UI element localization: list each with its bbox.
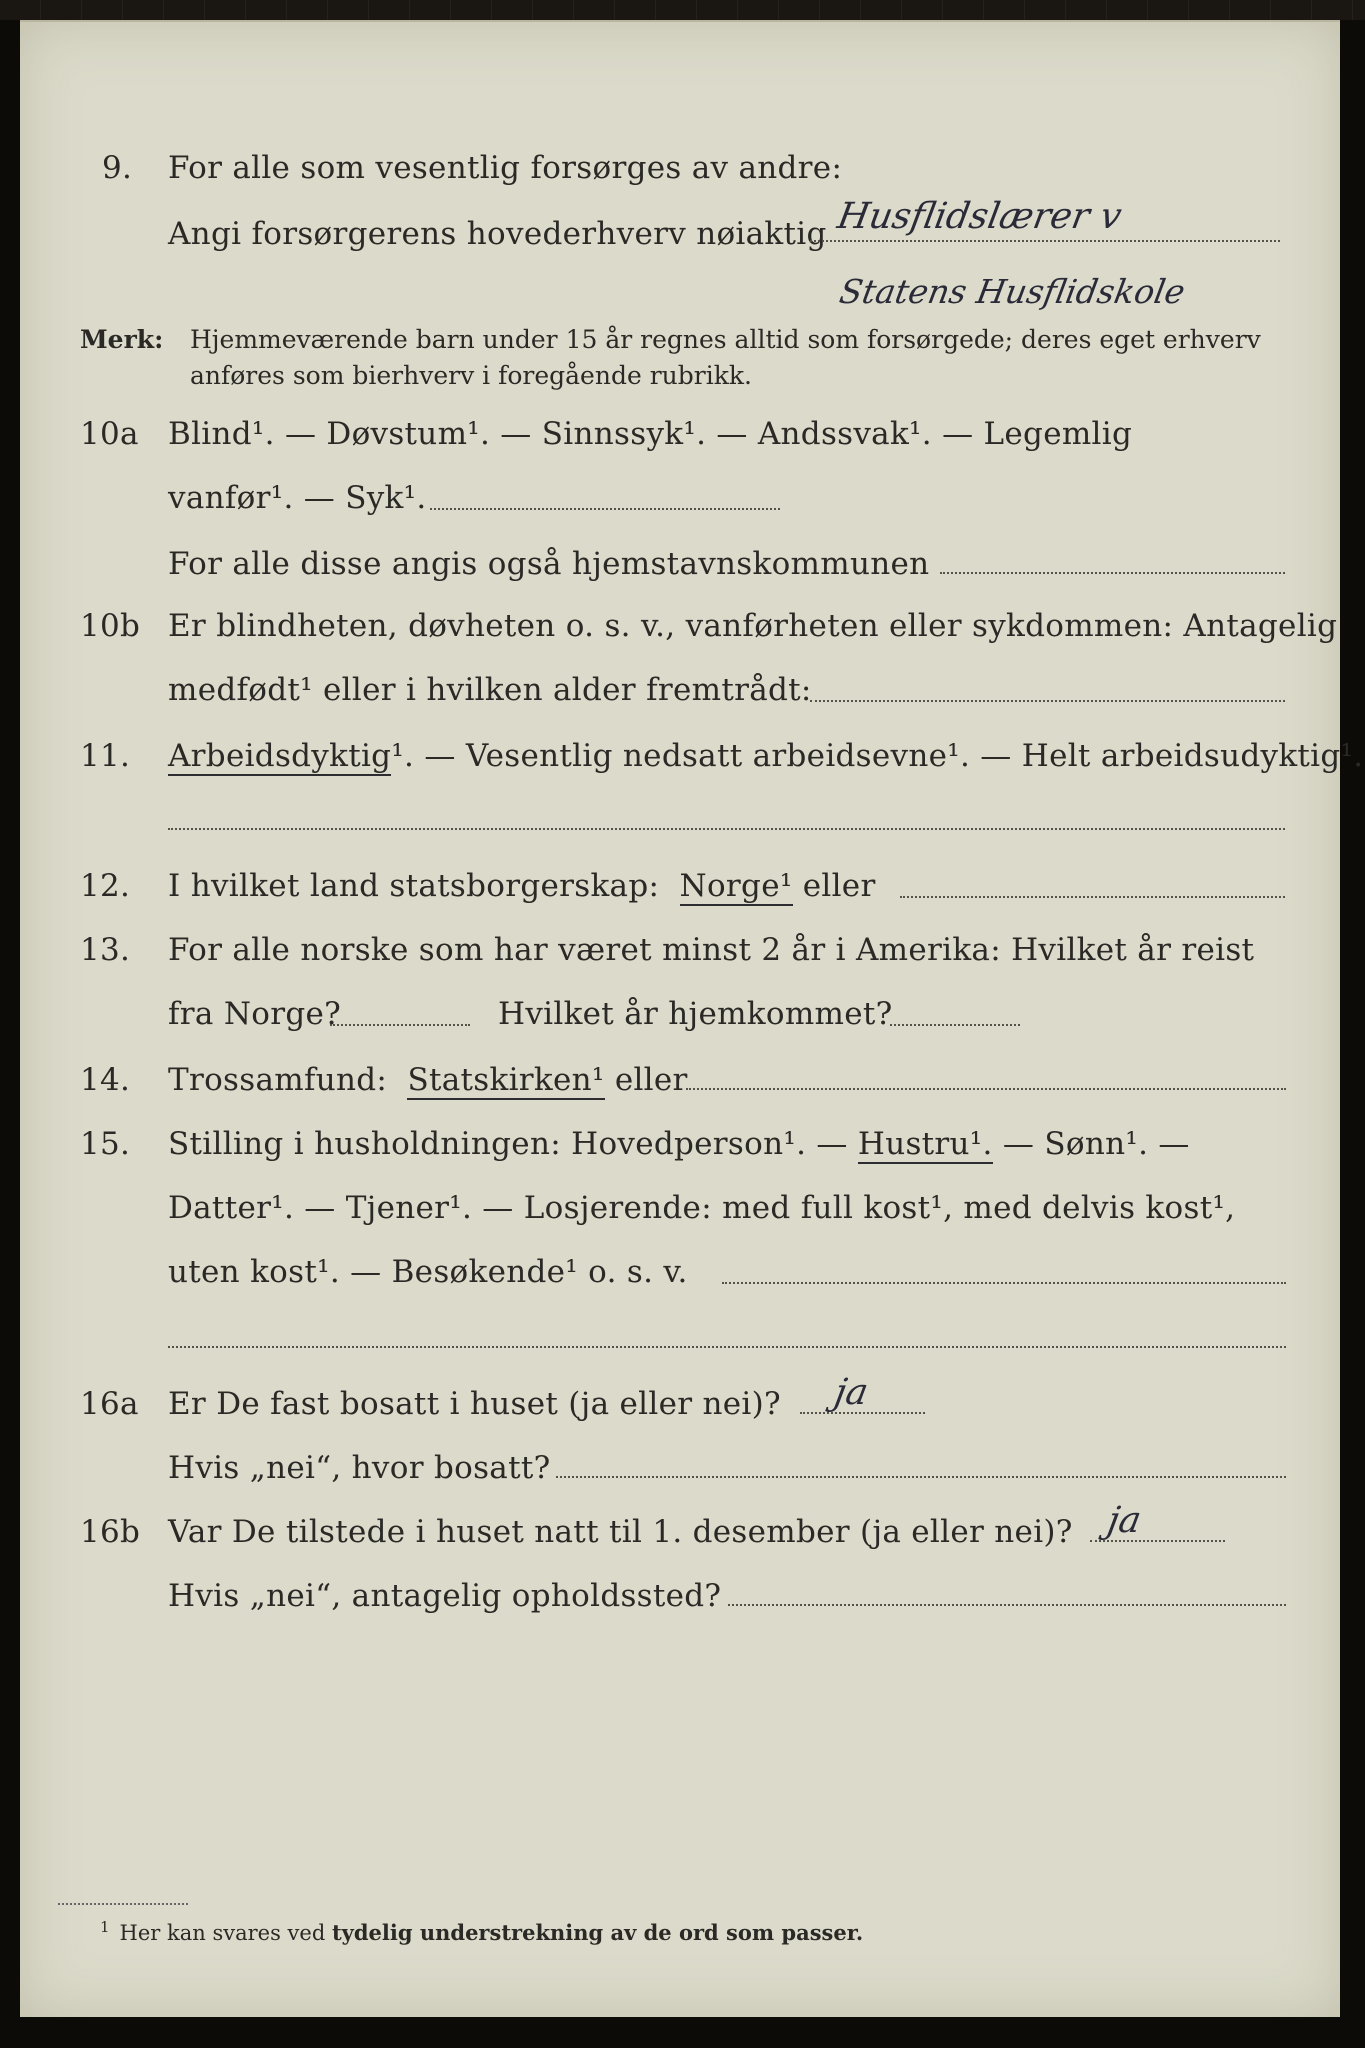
q10b-line-1: Er blindheten, døvheten o. s. v., vanførheten eller sykdommen: Antagelig <box>168 608 1338 644</box>
q10a-answer-line-2 <box>940 572 1285 574</box>
q16a-line-2: Hvis „nei“, hvor bosatt? <box>168 1450 551 1486</box>
q9-answer-1: Husflidslærer v <box>834 196 1125 237</box>
q11-answer-line <box>168 828 1285 830</box>
q13-answer-line-1 <box>330 1024 470 1026</box>
scan-edge <box>0 0 1365 20</box>
q12-post: eller <box>802 868 876 904</box>
q14-text <box>168 1060 688 1100</box>
q11-rest: ¹. — Vesentlig nedsatt arbeidsevne¹. — Helt arbeidsudyktig¹. <box>391 738 1364 774</box>
q12-answer-line <box>900 896 1285 898</box>
q9-line-2: Angi forsørgerens hovederhverv nøiaktig <box>168 216 827 252</box>
q12-text <box>168 866 876 906</box>
q11-text <box>168 736 1363 776</box>
q14-number: 14. <box>80 1062 131 1098</box>
q13-line-2a: fra Norge? <box>168 996 342 1032</box>
q16a-answer: ja <box>831 1372 872 1413</box>
q15-selected-answer: Hustru¹. <box>857 1126 993 1162</box>
q12-pre: I hvilket land statsborgerskap: <box>168 868 660 904</box>
q16b-number: 16b <box>80 1514 141 1550</box>
q11-selected-answer: Arbeidsdyktig <box>168 738 392 774</box>
q9-number: 9. <box>102 150 133 186</box>
q15-answer-line-1 <box>722 1282 1286 1284</box>
q15-answer-line-2 <box>168 1346 1286 1348</box>
q10b-line-2: medfødt¹ eller i hvilken alder fremtrådt: <box>168 672 812 708</box>
q16b-line-1: Var De tilstede i huset natt til 1. desember (ja eller nei)? <box>168 1514 1073 1550</box>
merk-line-1: Hjemmeværende barn under 15 år regnes alltid som forsørgede; deres eget erhverv <box>190 325 1261 354</box>
q9-answer-2: Statens Husflidskole <box>836 272 1189 311</box>
q13-line-2b: Hvilket år hjemkommet? <box>498 996 893 1032</box>
q10a-answer-line-1 <box>430 508 780 510</box>
q15-text <box>168 1124 1190 1164</box>
q15-line-2: Datter¹. — Tjener¹. — Losjerende: med full kost¹, med delvis kost¹, <box>168 1190 1236 1226</box>
q14-answer-line <box>686 1088 1286 1090</box>
q13-number: 13. <box>80 932 131 968</box>
q16a-answer-line-2 <box>556 1476 1286 1478</box>
q14-selected-answer: Statskirken¹ <box>407 1062 605 1098</box>
q10a-line-1: Blind¹. — Døvstum¹. — Sinnssyk¹. — Andssvak¹. — Legemlig <box>168 416 1133 452</box>
q15-post: — Sønn¹. — <box>1002 1126 1190 1162</box>
merk-label: Merk: <box>80 325 164 354</box>
footnote-mark: 1 <box>100 1918 110 1936</box>
q16a-line-1: Er De fast bosatt i huset (ja eller nei)? <box>168 1386 781 1422</box>
footnote-bold: tydelig understrekning av de ord som passer. <box>331 1920 864 1945</box>
merk-line-2: anføres som bierhverv i foregående rubrikk. <box>190 361 752 390</box>
q16b-answer: ja <box>1104 1500 1145 1541</box>
q10b-answer-line <box>810 700 1285 702</box>
q9-line-1: For alle som vesentlig forsørges av andre: <box>168 150 843 186</box>
q10a-number: 10a <box>80 416 139 452</box>
q9-answer-line <box>810 240 1280 242</box>
q16a-number: 16a <box>80 1386 139 1422</box>
q14-post: eller <box>614 1062 688 1098</box>
q12-selected-answer: Norge¹ <box>679 868 793 904</box>
q13-line-1: For alle norske som har været minst 2 år i Amerika: Hvilket år reist <box>168 932 1255 968</box>
q14-pre: Trossamfund: <box>168 1062 388 1098</box>
footnote <box>100 1918 863 1945</box>
q15-number: 15. <box>80 1126 131 1162</box>
q15-pre: Stilling i husholdningen: Hovedperson¹. — <box>168 1126 848 1162</box>
q11-number: 11. <box>80 738 131 774</box>
q10a-line-3: For alle disse angis også hjemstavnskommunen <box>168 546 930 582</box>
q13-answer-line-2 <box>890 1024 1020 1026</box>
q15-line-3: uten kost¹. — Besøkende¹ o. s. v. <box>168 1254 688 1290</box>
q16b-answer-line-2 <box>728 1604 1286 1606</box>
q12-number: 12. <box>80 868 131 904</box>
q10b-number: 10b <box>80 608 141 644</box>
q16b-line-2: Hvis „nei“, antagelig opholdssted? <box>168 1578 722 1614</box>
footnote-divider <box>58 1903 188 1905</box>
q10a-line-2: vanfør¹. — Syk¹. <box>168 480 427 516</box>
footnote-text: Her kan svares ved <box>119 1921 326 1945</box>
